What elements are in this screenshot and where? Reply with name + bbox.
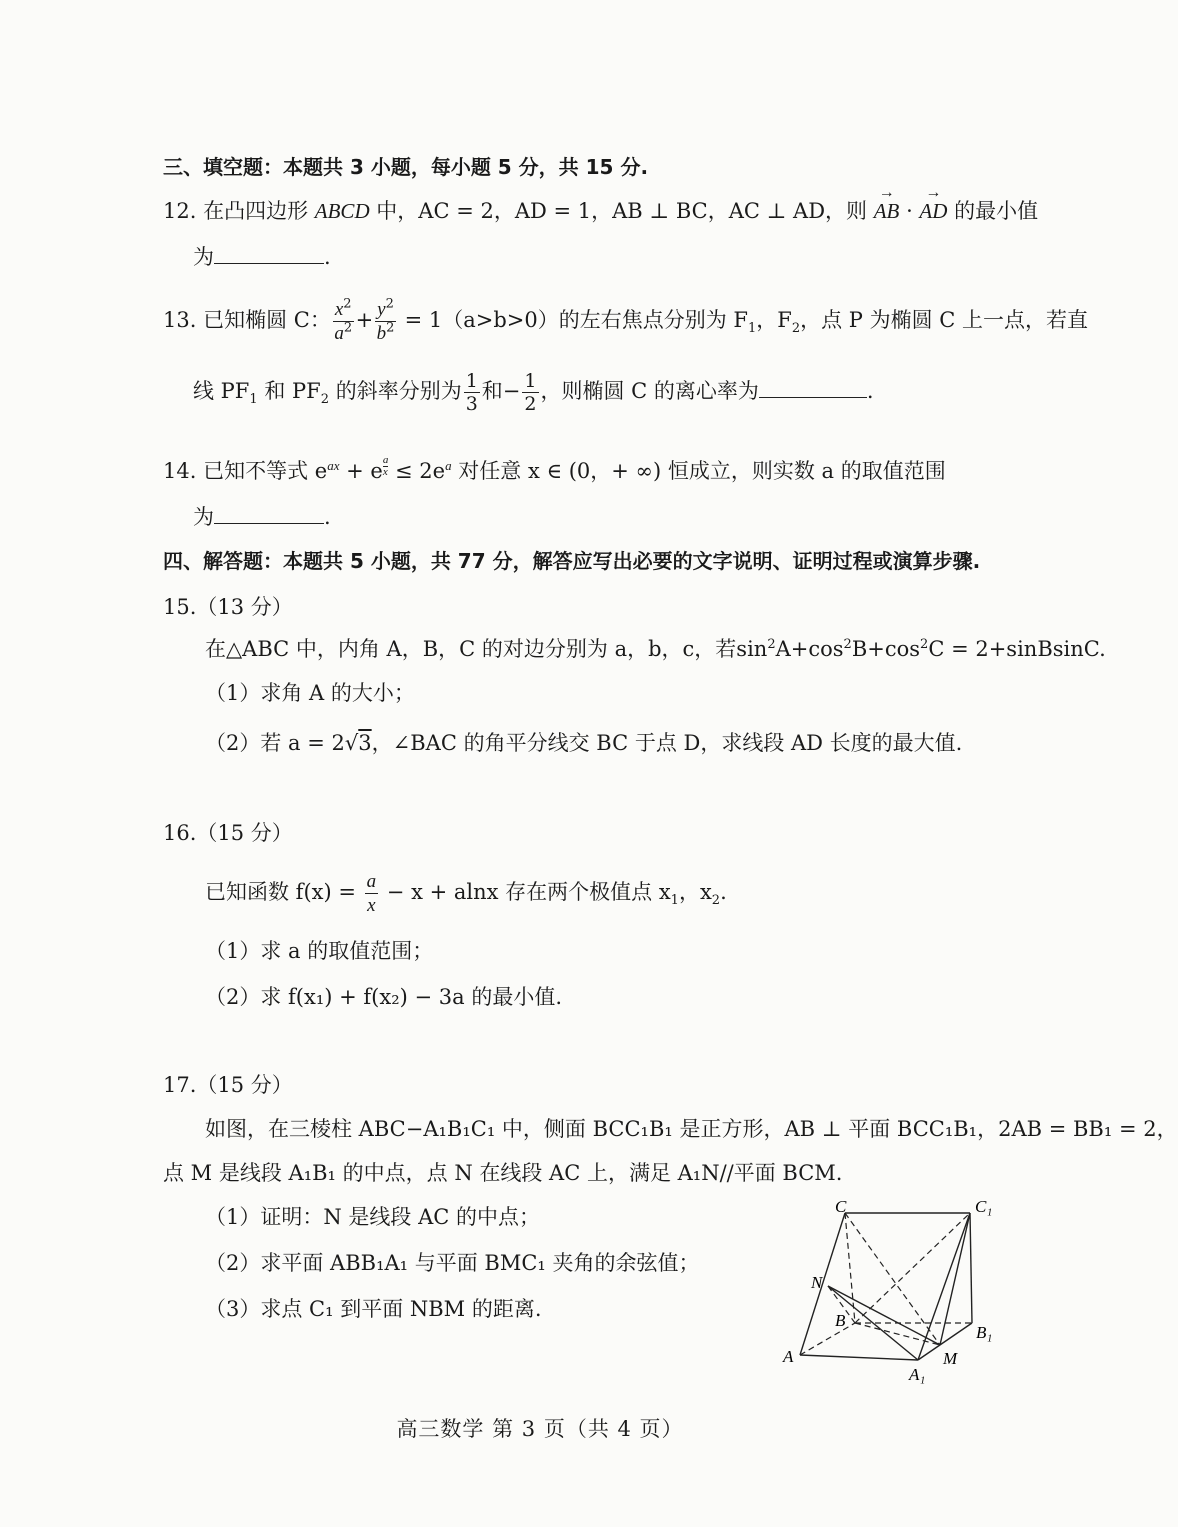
edge-c-b	[845, 1213, 855, 1323]
answer-blank-13[interactable]	[759, 397, 867, 398]
question-17-heading: 17.（15 分）	[163, 1073, 293, 1097]
answer-blank-12[interactable]	[214, 263, 324, 264]
label-a1: A₁	[909, 1365, 926, 1384]
edge-c-m	[845, 1213, 940, 1345]
question-16-part1: （1）求 a 的取值范围；	[205, 939, 434, 963]
question-12-number: 12.	[163, 199, 197, 223]
question-12-line1: 12. 在凸四边形 ABCD 中，AC = 2，AD = 1，AB ⊥ BC，AC ⊥ AD，则 → AB · → AD 的最小值	[163, 196, 1038, 226]
question-16-part2: （2）求 f(x₁) + f(x₂) − 3a 的最小值.	[205, 985, 562, 1009]
answer-blank-14[interactable]	[214, 523, 324, 524]
label-a: A	[783, 1347, 794, 1366]
edge-c-a	[800, 1213, 845, 1355]
fraction-y2-b2: $\frac{y^2}{b^2}$	[376, 296, 395, 344]
question-13-line1: 13. 已知椭圆 C： $\frac{x^2}{a^2}$ + $\frac{y^2}{b^2}$ = 1（a>b>0）的左右焦点分别为 $F_1$，$F_2$，点 P 为椭圆 C 上一点，若直	[163, 296, 1089, 344]
fraction-x2-a2: $\frac{x^2}{a^2}$	[334, 296, 353, 344]
question-15-part1: （1）求角 A 的大小；	[205, 681, 415, 705]
fraction-one-third: $\frac{1}{3}$	[465, 370, 478, 415]
edge-c1-b1	[970, 1213, 972, 1323]
question-17-stem-line1: 如图，在三棱柱 ABC−A₁B₁C₁ 中，侧面 BCC₁B₁ 是正方形，AB ⊥ 平面 BCC₁B₁，2AB = BB₁ = 2，	[205, 1117, 1178, 1141]
label-c1: C₁	[975, 1197, 993, 1216]
question-16-heading: 16.（15 分）	[163, 821, 293, 845]
prism-figure	[775, 1198, 1005, 1388]
section-fill-blank-heading: 三、填空题：本题共 3 小题，每小题 5 分，共 15 分.	[163, 155, 649, 179]
question-17-part2: （2）求平面 ABB₁A₁ 与平面 BMC₁ 夹角的余弦值；	[205, 1251, 700, 1275]
edge-c1-m	[940, 1213, 970, 1345]
vector-ad: → AD	[919, 196, 947, 226]
label-b: B	[835, 1311, 846, 1330]
fraction-one-half: $\frac{1}{2}$	[524, 370, 537, 415]
question-17-stem-line2: 点 M 是线段 A₁B₁ 的中点，点 N 在线段 AC 上，满足 A₁N//平面 BCM.	[163, 1161, 843, 1185]
fraction-a-over-x: $\frac{a}{x}$	[366, 871, 377, 916]
question-17-part3: （3）求点 C₁ 到平面 NBM 的距离.	[205, 1297, 542, 1321]
question-14-line2: 为 .	[193, 505, 331, 529]
vector-ab: → AB	[874, 196, 900, 226]
edge-a-a1	[800, 1355, 918, 1360]
question-15-stem: 在△ABC 中，内角 A，B，C 的对边分别为 a，b，c，若$\sin^2A+\cos^2B+\cos^2C$ = 2+sinBsinC.	[205, 637, 1106, 661]
label-b1: B₁	[976, 1323, 993, 1342]
question-17-part1: （1）证明：N 是线段 AC 的中点；	[205, 1205, 540, 1229]
label-m: M	[943, 1349, 958, 1368]
question-14-line1: 14. 已知不等式 $e^{ax} + e$ $^{\frac{a}{x}}$ ≤ $2e^a$ 对任意 x ∈ (0，+ ∞) 恒成立，则实数 a 的取值范围	[163, 454, 946, 483]
page-footer: 高三数学 第 3 页（共 4 页）	[396, 1417, 684, 1441]
question-15-part2: （2）若 a = 2√3，∠BAC 的角平分线交 BC 于点 D，求线段 AD 长度的最大值.	[205, 731, 963, 755]
question-15-heading: 15.（13 分）	[163, 595, 293, 619]
question-13-line2: 线 $PF_1$ 和 $PF_2$ 的斜率分别为 $\frac{1}{3}$ 和− $\frac{1}{2}$ ，则椭圆 C 的离心率为 .	[193, 370, 874, 415]
label-n: N	[811, 1273, 823, 1292]
section-answer-heading: 四、解答题：本题共 5 小题，共 77 分，解答应写出必要的文字说明、证明过程或演算步骤.	[163, 549, 981, 573]
question-16-stem: 已知函数 f(x) = $\frac{a}{x}$ − x + alnx 存在两个极值点 $x_1$，$x_2$.	[205, 871, 727, 916]
question-12-line2: 为 .	[193, 245, 331, 269]
label-c: C	[835, 1197, 847, 1216]
